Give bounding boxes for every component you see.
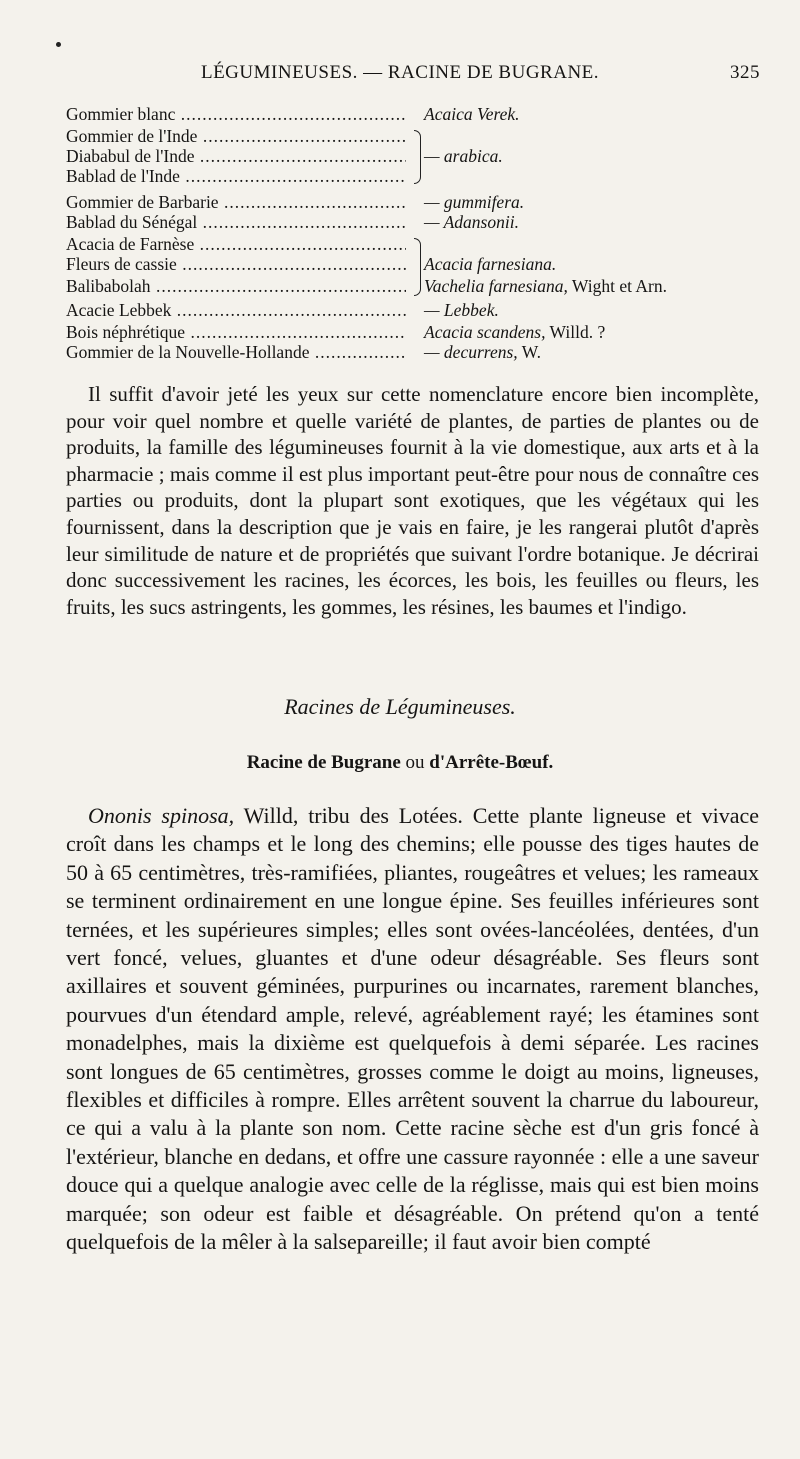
section-heading: Racines de Légumineuses.: [284, 694, 516, 719]
intro-paragraph: Il suffit d'avoir jeté les yeux sur cette nomenclature encore bien incomplète, pour voir quel nombre et quelle variété de plantes, de parties de plantes ou de produits, la famille des légumineuses fournit à la vie domestique, aux arts et à la pharmacie ; mais comme il est plus important peut-être pour nous de connaître ces parties ou produits, dont la plupart sont exotiques, que les végétaux qui les fournissent, dans la description que je vais en faire, je les rangerai plutôt d'après leur similitude de nature et de propriétés que suivant l'ordre botanique. Je décrirai donc successivement les racines, les écorces, les bois, les feuilles ou fleurs, les fruits, les sucs astringents, les gommes, les résines, les baumes et l'indigo.: [66, 382, 759, 619]
subsection-heading: Racine de Bugrane ou d'Arrête-Bœuf.: [246, 752, 554, 773]
page-number: 325: [730, 62, 760, 83]
brace: [414, 238, 421, 296]
ink-dot: [56, 42, 61, 47]
body-paragraph: Ononis spinosa, Willd, tribu des Lotées. Cette plante ligneuse et vivace croît dans les champs et le long des chemins; elle pousse des tiges hautes de 50 à 65 centimètres, très-ramifiées, pliantes, rougeâtres et velues; les rameaux se terminent ordinairement en une longue épine. Ses feuilles inférieures sont ternées, et les supérieures simples; elles sont ovées-lancéolées, dentées, d'un vert foncé, velues, gluantes et d'une odeur désagréable. Ses fleurs sont axillaires et souvent géminées, purpurines ou incarnates, rarement blanches, pourvues d'un étendard ample, relevé, agréablement rayé; les étamines sont monadelphes, mais la dixième est quelquefois à demi séparée. Les racines sont longues de 65 centimètres, grosses comme le doigt au moins, ligneuses, flexibles et difficiles à rompre. Elles arrêtent souvent la charrue du laboureur, ce qui a valu à la plante son nom. Cette racine sèche est d'un gris foncé à l'extérieur, blanche en dedans, et offre une cassure rayonnée : elle a une saveur douce qui a quelque analogie avec celle de la réglisse, mais qui est bien moins marquée; son odeur est faible et désagréable. On prétend qu'on a tenté quelquefois de la mêler à la salsepareille; il faut avoir bien compté: [66, 803, 759, 1255]
running-header: [0, 62, 800, 92]
book-page: LÉGUMINEUSES. — RACINE DE BUGRANE. 325 Gommier blanc ..... Acaica Verek. Gommier de l'Inde ..... Diababul de l'Inde ..... — arabica. Bablad de l'Inde ..... Gommier de Barbarie ..... — gummifera. Bablad du Sénégal ..... — Adansonii. Acacia de Farnèse ..... Fleurs de cassie ..... Acacia farnesiana. Balibabolah ..... Vachelia farnesiana, Wight et Arn. Acacie Lebbek ..... — Lebbek. Bois néphrétique ..... Acacia scandens, Willd. ? Gommier de la Nouvelle-Hollande ..... — decurrens, W. Il suffit d'avoir jeté les yeux sur cette nomenclature encore bien incomplète, pour voir quel nombre et quelle variété de plantes, de parties de plantes ou de produits, la famille des légumineuses fournit à la vie domestique, aux arts et à la pharmacie ; mais comme il est plus important peut-être pour nous de connaître ces parties ou produits, dont la plupart sont exotiques, que les végétaux qui les fournissent, dans la description que je vais en faire, je les rangerai plutôt d'après leur similitude de nature et de propriétés que suivant l'ordre botanique. Je décrirai donc successivement les racines, les écorces, les bois, les feuilles ou fleurs, les fruits, les sucs astringents, les gommes, les résines, les baumes et l'indigo. Racines de Légumineuses. Racine de Bugrane ou d'Arrête-Bœuf. Ononis spinosa, Willd, tribu des Lotées. Cette plante ligneuse et vivace croît dans les champs et le long des chemins; elle pousse des tiges hautes de 50 à 65 centimètres, très-ramifiées, pliantes, rougeâtres et velues; les rameaux se terminent ordinairement en une longue épine. Ses feuilles inférieures sont ternées, et les supérieures simples; elles sont ovées-lancéolées, dentées, d'un vert foncé, velues, gluantes et d'une odeur désagréable. Ses fleurs sont axillaires et souvent géminées, purpurines ou incarnates, rarement blanches, pourvues d'un étendard ample, relevé, agréablement rayé; les étamines sont monadelphes, mais la dixième est quelquefois à demi séparée. Les racines sont longues de 65 centimètres, grosses comme le doigt au moins, ligneuses, flexibles et difficiles à rompre. Elles arrêtent souvent la charrue du laboureur, ce qui a valu à la plante son nom. Cette racine sèche est d'un gris foncé à l'extérieur, blanche en dedans, et offre une cassure rayonnée : elle a une saveur douce qui a quelque analogie avec celle de la réglisse, mais qui est bien moins marquée; son odeur est faible et désagréable. On prétend qu'on a tenté quelquefois de la mêler à la salsepareille; il faut avoir bien compté: [0, 0, 800, 1459]
brace: [414, 130, 421, 184]
latin-name: Ononis spinosa,: [88, 803, 235, 828]
header-title: LÉGUMINEUSES. — RACINE DE BUGRANE.: [200, 62, 600, 83]
